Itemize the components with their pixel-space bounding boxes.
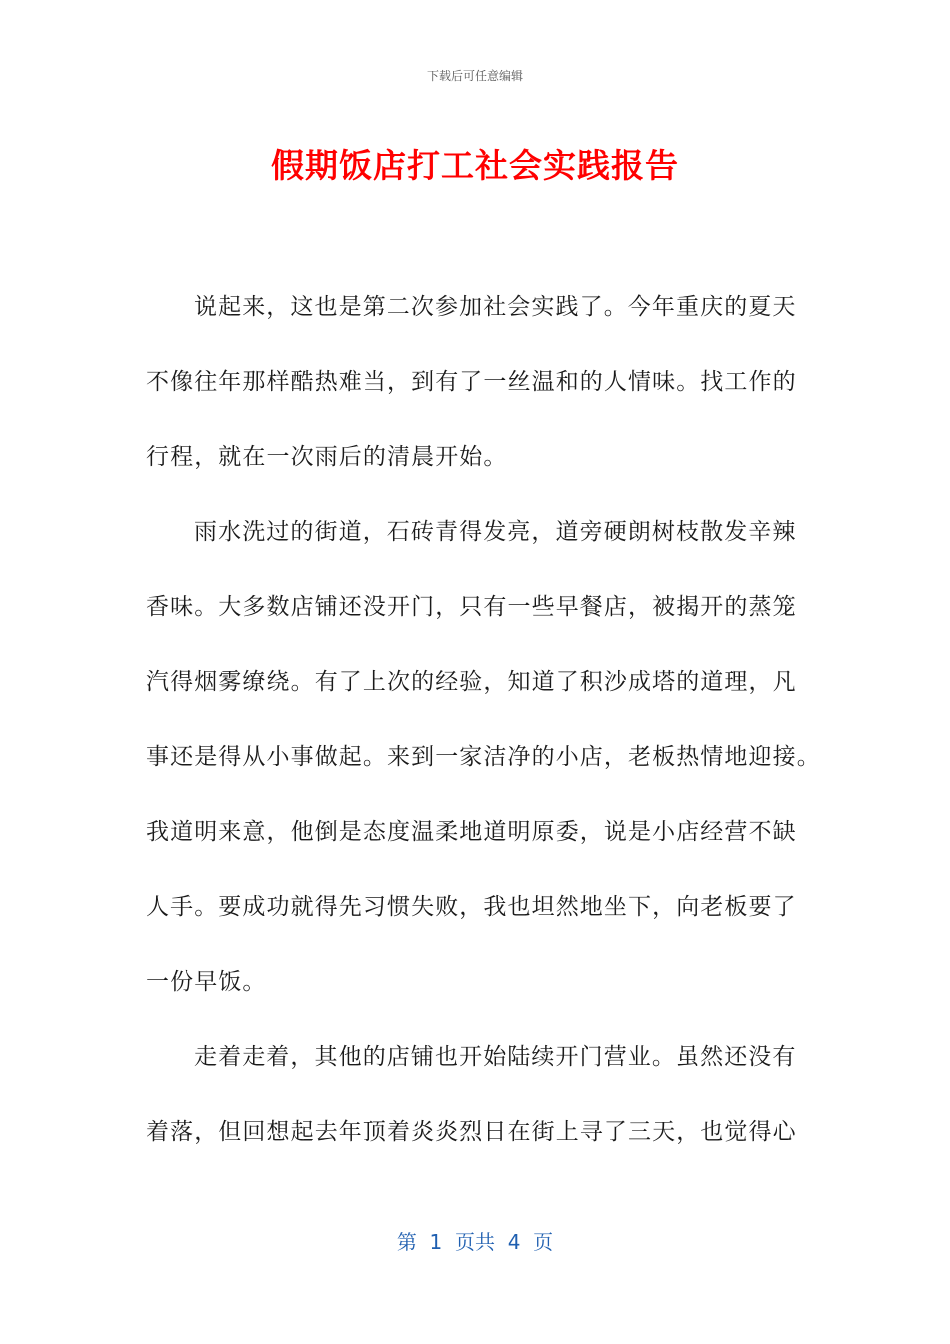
- body-line: 不像往年那样酷热难当，到有了一丝温和的人情味。找工作的: [146, 369, 797, 395]
- body-line: 人手。要成功就得先习惯失败，我也坦然地坐下，向老板要了: [146, 894, 797, 920]
- body-line: 行程，就在一次雨后的清晨开始。: [146, 444, 508, 470]
- body-line: 雨水洗过的街道，石砖青得发亮，道旁硬朗树枝散发辛辣: [194, 519, 797, 545]
- body-line: 着落，但回想起去年顶着炎炎烈日在街上寻了三天，也觉得心: [146, 1119, 797, 1145]
- body-line: 走着走着，其他的店铺也开始陆续开门营业。虽然还没有: [194, 1044, 797, 1070]
- body-line: 说起来，这也是第二次参加社会实践了。今年重庆的夏天: [194, 294, 797, 320]
- body-line: 香味。大多数店铺还没开门，只有一些早餐店，被揭开的蒸笼: [146, 594, 797, 620]
- body-line: 汽得烟雾缭绕。有了上次的经验，知道了积沙成塔的道理，凡: [146, 669, 797, 695]
- body-line: 我道明来意，他倒是态度温柔地道明原委，说是小店经营不缺: [146, 819, 797, 845]
- page-footer: 第 1 页共 4 页: [396, 1230, 554, 1254]
- document-body: [146, 270, 821, 1170]
- header-note: 下载后可任意编辑: [426, 69, 523, 83]
- body-line: 事还是得从小事做起。来到一家洁净的小店，老板热情地迎接。: [146, 744, 821, 770]
- document-title: 假期饭店打工社会实践报告: [271, 146, 679, 185]
- body-line: 一份早饭。: [146, 969, 267, 995]
